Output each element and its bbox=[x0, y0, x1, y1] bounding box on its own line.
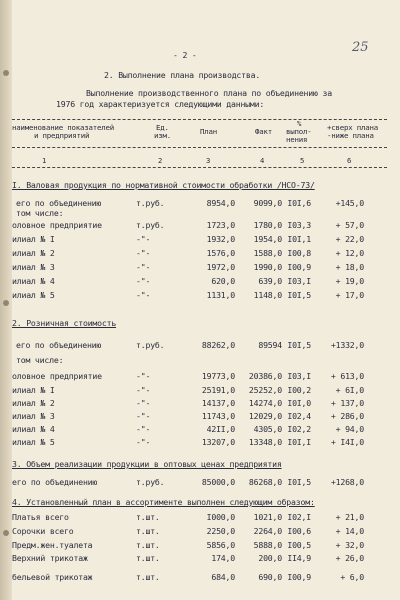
valovaya-row-unit: -"- bbox=[136, 234, 151, 244]
intro-line-1: Выполнение производственного плана по объединению за bbox=[86, 88, 332, 98]
assortment-row-diff: + 32,0 bbox=[335, 540, 364, 550]
realization-row-diff: +1268,0 bbox=[330, 477, 364, 487]
retail-row-plan: 25191,0 bbox=[201, 385, 235, 395]
valovaya-row-name: илиал № 2 bbox=[12, 248, 55, 258]
realization-row-pct: I0I,5 bbox=[287, 477, 311, 487]
valovaya-row-name: оловное предприятие bbox=[12, 220, 102, 230]
retail-row-diff: +1332,0 bbox=[330, 340, 364, 350]
section-1-total-label: его по объединению bbox=[16, 198, 102, 208]
valovaya-row-plan: 1932,0 bbox=[206, 234, 235, 244]
retail-row-unit: -"- bbox=[136, 424, 151, 434]
assortment-row-fact: 690,0 bbox=[258, 572, 282, 582]
valovaya-row-pct: I03,3 bbox=[287, 220, 311, 230]
col-number-1: 1 bbox=[42, 156, 47, 165]
retail-row-pct: I0I,5 bbox=[287, 340, 311, 350]
retail-row-unit: -"- bbox=[136, 371, 151, 381]
valovaya-row-plan: 1131,0 bbox=[206, 290, 235, 300]
header-name-2: и предприятий bbox=[34, 131, 90, 140]
valovaya-row-plan: 1723,0 bbox=[206, 220, 235, 230]
assortment-row-diff: + 6,0 bbox=[340, 572, 364, 582]
assortment-row-unit: т.шт. bbox=[136, 526, 160, 536]
valovaya-row-name: илиал № 5 bbox=[12, 290, 55, 300]
valovaya-row-unit: т.руб. bbox=[136, 198, 165, 208]
retail-row-diff: + 6I,0 bbox=[335, 385, 364, 395]
retail-row-diff: + I4I,0 bbox=[330, 437, 364, 447]
valovaya-row-diff: + 17,0 bbox=[335, 290, 364, 300]
section-4-heading: 4. Установленный план в ассортименте выполнен следующим образом: bbox=[12, 497, 315, 507]
valovaya-row-pct: I03,I bbox=[287, 276, 311, 286]
retail-row-pct: I02,2 bbox=[287, 424, 311, 434]
assortment-row-plan: 2250,0 bbox=[206, 526, 235, 536]
assortment-row-diff: + 26,0 bbox=[335, 553, 364, 563]
retail-row-pct: I00,2 bbox=[287, 385, 311, 395]
valovaya-row-plan: 1576,0 bbox=[206, 248, 235, 258]
valovaya-row-diff: + 18,0 bbox=[335, 262, 364, 272]
retail-row-fact: 20386,0 bbox=[248, 371, 282, 381]
punch-hole bbox=[3, 300, 9, 306]
retail-row-unit: -"- bbox=[136, 398, 151, 408]
valovaya-row-diff: + 57,0 bbox=[335, 220, 364, 230]
valovaya-row-plan: 620,0 bbox=[211, 276, 235, 286]
retail-row-name: илиал № 2 bbox=[12, 398, 55, 408]
col-number-4: 4 bbox=[260, 156, 265, 165]
header-percent-3: нения bbox=[286, 135, 308, 144]
assortment-row-unit: т.шт. bbox=[136, 553, 160, 563]
retail-row-plan: 13207,0 bbox=[201, 437, 235, 447]
valovaya-row-fact: 9099,0 bbox=[253, 198, 282, 208]
retail-row-plan: 88262,0 bbox=[201, 340, 235, 350]
assortment-row-name: Предм.жен.туалета bbox=[12, 540, 93, 550]
valovaya-row-unit: -"- bbox=[136, 276, 151, 286]
assortment-row-pct: I02,I bbox=[287, 512, 311, 522]
valovaya-row-diff: + 19,0 bbox=[335, 276, 364, 286]
retail-row-name: илиал № I bbox=[12, 385, 55, 395]
retail-row-pct: I0I,I bbox=[287, 437, 311, 447]
punch-hole bbox=[3, 70, 9, 76]
header-over-1: +сверх плана bbox=[327, 123, 378, 132]
section-2-total-label: его по объединению bbox=[16, 340, 102, 350]
assortment-row-pct: II4,9 bbox=[287, 553, 311, 563]
section-title: 2. Выполнение плана производства. bbox=[104, 70, 261, 80]
retail-row-unit: -"- bbox=[136, 411, 151, 421]
page-binding bbox=[0, 0, 12, 600]
assortment-row-fact: 5888,0 bbox=[253, 540, 282, 550]
retail-row-fact: 13348,0 bbox=[248, 437, 282, 447]
retail-row-pct: I02,4 bbox=[287, 411, 311, 421]
valovaya-row-plan: 8954,0 bbox=[206, 198, 235, 208]
retail-row-name: илиал № 4 bbox=[12, 424, 55, 434]
valovaya-row-pct: I0I,6 bbox=[287, 198, 311, 208]
valovaya-row-pct: I0I,1 bbox=[287, 234, 311, 244]
retail-row-diff: + 613,0 bbox=[330, 371, 364, 381]
assortment-row-unit: т.шт. bbox=[136, 512, 160, 522]
archive-number: 25 bbox=[352, 40, 369, 55]
assortment-row-plan: 5856,0 bbox=[206, 540, 235, 550]
assortment-row-name: бельевой трикотаж bbox=[12, 572, 93, 582]
header-unit-1: Ед. bbox=[156, 123, 169, 132]
numbers-rule bbox=[12, 167, 387, 168]
table-top-rule bbox=[12, 119, 387, 120]
assortment-row-fact: 1021,0 bbox=[253, 512, 282, 522]
realization-row-plan: 85000,0 bbox=[201, 477, 235, 487]
valovaya-row-fact: 1990,0 bbox=[253, 262, 282, 272]
valovaya-row-fact: 1148,0 bbox=[253, 290, 282, 300]
retail-row-diff: + 94,0 bbox=[335, 424, 364, 434]
assortment-row-diff: + 14,0 bbox=[335, 526, 364, 536]
col-number-6: 6 bbox=[347, 156, 352, 165]
assortment-row-plan: 684,0 bbox=[211, 572, 235, 582]
col-number-5: 5 bbox=[300, 156, 305, 165]
page-number: - 2 - bbox=[173, 50, 197, 60]
valovaya-row-diff: + 22,0 bbox=[335, 234, 364, 244]
valovaya-row-unit: -"- bbox=[136, 248, 151, 258]
col-number-2: 2 bbox=[158, 156, 163, 165]
section-3-heading: 3. Объем реализации продукции в оптовых ценах предприятия bbox=[12, 459, 282, 469]
intro-line-2: 1976 год характеризуется следующими данными: bbox=[56, 99, 265, 109]
valovaya-row-diff: +145,0 bbox=[335, 198, 364, 208]
retail-row-diff: + 286,0 bbox=[330, 411, 364, 421]
header-fact: Факт bbox=[255, 127, 272, 136]
assortment-row-name: Платья всего bbox=[12, 512, 69, 522]
assortment-row-fact: 2264,0 bbox=[253, 526, 282, 536]
valovaya-row-name: илиал № 3 bbox=[12, 262, 55, 272]
assortment-row-unit: т.шт. bbox=[136, 572, 160, 582]
valovaya-row-unit: -"- bbox=[136, 262, 151, 272]
section-2-heading: 2. Розничная стоимость bbox=[12, 318, 117, 328]
header-rule bbox=[12, 147, 387, 148]
retail-row-plan: 42II,0 bbox=[206, 424, 235, 434]
header-percent-2: выпол- bbox=[286, 127, 312, 136]
section-1-heading: I. Валовая продукция по нормативной стоимости обработки /НСО-73/ bbox=[12, 180, 315, 190]
retail-row-plan: 19773,0 bbox=[201, 371, 235, 381]
valovaya-row-pct: I00,8 bbox=[287, 248, 311, 258]
assortment-row-pct: I00,9 bbox=[287, 572, 311, 582]
header-name-1: наименование показателей bbox=[12, 123, 114, 132]
valovaya-row-name: илиал № 4 bbox=[12, 276, 55, 286]
header-over-2: -ниже плана bbox=[327, 131, 374, 140]
section-2-of-which: том числе: bbox=[16, 355, 64, 365]
retail-row-name: илиал № 3 bbox=[12, 411, 55, 421]
retail-row-fact: 12029,0 bbox=[248, 411, 282, 421]
assortment-row-pct: I00,6 bbox=[287, 526, 311, 536]
valovaya-row-diff: + 12,0 bbox=[335, 248, 364, 258]
retail-row-plan: 11743,0 bbox=[201, 411, 235, 421]
retail-row-fact: 89594 bbox=[258, 340, 282, 350]
valovaya-row-plan: 1972,0 bbox=[206, 262, 235, 272]
valovaya-row-pct: I00,9 bbox=[287, 262, 311, 272]
valovaya-row-pct: I0I,5 bbox=[287, 290, 311, 300]
assortment-row-name: Сорочки всего bbox=[12, 526, 74, 536]
assortment-row-plan: I000,0 bbox=[206, 512, 235, 522]
assortment-row-name: Верхний трикотаж bbox=[12, 553, 88, 563]
header-percent-1: % bbox=[297, 119, 302, 128]
header-plan: План bbox=[200, 127, 217, 136]
retail-row-name: илиал № 5 bbox=[12, 437, 55, 447]
retail-row-plan: 14137,0 bbox=[201, 398, 235, 408]
assortment-row-fact: 200,0 bbox=[258, 553, 282, 563]
valovaya-row-name: илиал № I bbox=[12, 234, 55, 244]
assortment-row-unit: т.шт. bbox=[136, 540, 160, 550]
assortment-row-plan: 174,0 bbox=[211, 553, 235, 563]
retail-row-fact: 4305,0 bbox=[253, 424, 282, 434]
valovaya-row-fact: 1780,0 bbox=[253, 220, 282, 230]
retail-row-fact: 14274,0 bbox=[248, 398, 282, 408]
retail-row-unit: -"- bbox=[136, 437, 151, 447]
retail-row-diff: + 137,0 bbox=[330, 398, 364, 408]
retail-row-name: оловное предприятие bbox=[12, 371, 102, 381]
realization-row-unit: т.руб. bbox=[136, 477, 165, 487]
retail-row-fact: 25252,0 bbox=[248, 385, 282, 395]
col-number-3: 3 bbox=[206, 156, 211, 165]
realization-row-name: его по объединению bbox=[12, 477, 98, 487]
valovaya-row-fact: 639,0 bbox=[258, 276, 282, 286]
valovaya-row-unit: т.руб. bbox=[136, 220, 165, 230]
assortment-row-diff: + 21,0 bbox=[335, 512, 364, 522]
valovaya-row-unit: -"- bbox=[136, 290, 151, 300]
realization-row-fact: 86268,0 bbox=[248, 477, 282, 487]
retail-row-unit: т.руб. bbox=[136, 340, 165, 350]
punch-hole bbox=[3, 530, 9, 536]
valovaya-row-fact: 1588,0 bbox=[253, 248, 282, 258]
retail-row-unit: -"- bbox=[136, 385, 151, 395]
assortment-row-pct: I00,5 bbox=[287, 540, 311, 550]
retail-row-pct: I0I,0 bbox=[287, 398, 311, 408]
valovaya-row-fact: 1954,0 bbox=[253, 234, 282, 244]
header-unit-2: изм. bbox=[154, 131, 171, 140]
section-1-of-which: том числе: bbox=[16, 208, 64, 218]
retail-row-pct: I03,I bbox=[287, 371, 311, 381]
